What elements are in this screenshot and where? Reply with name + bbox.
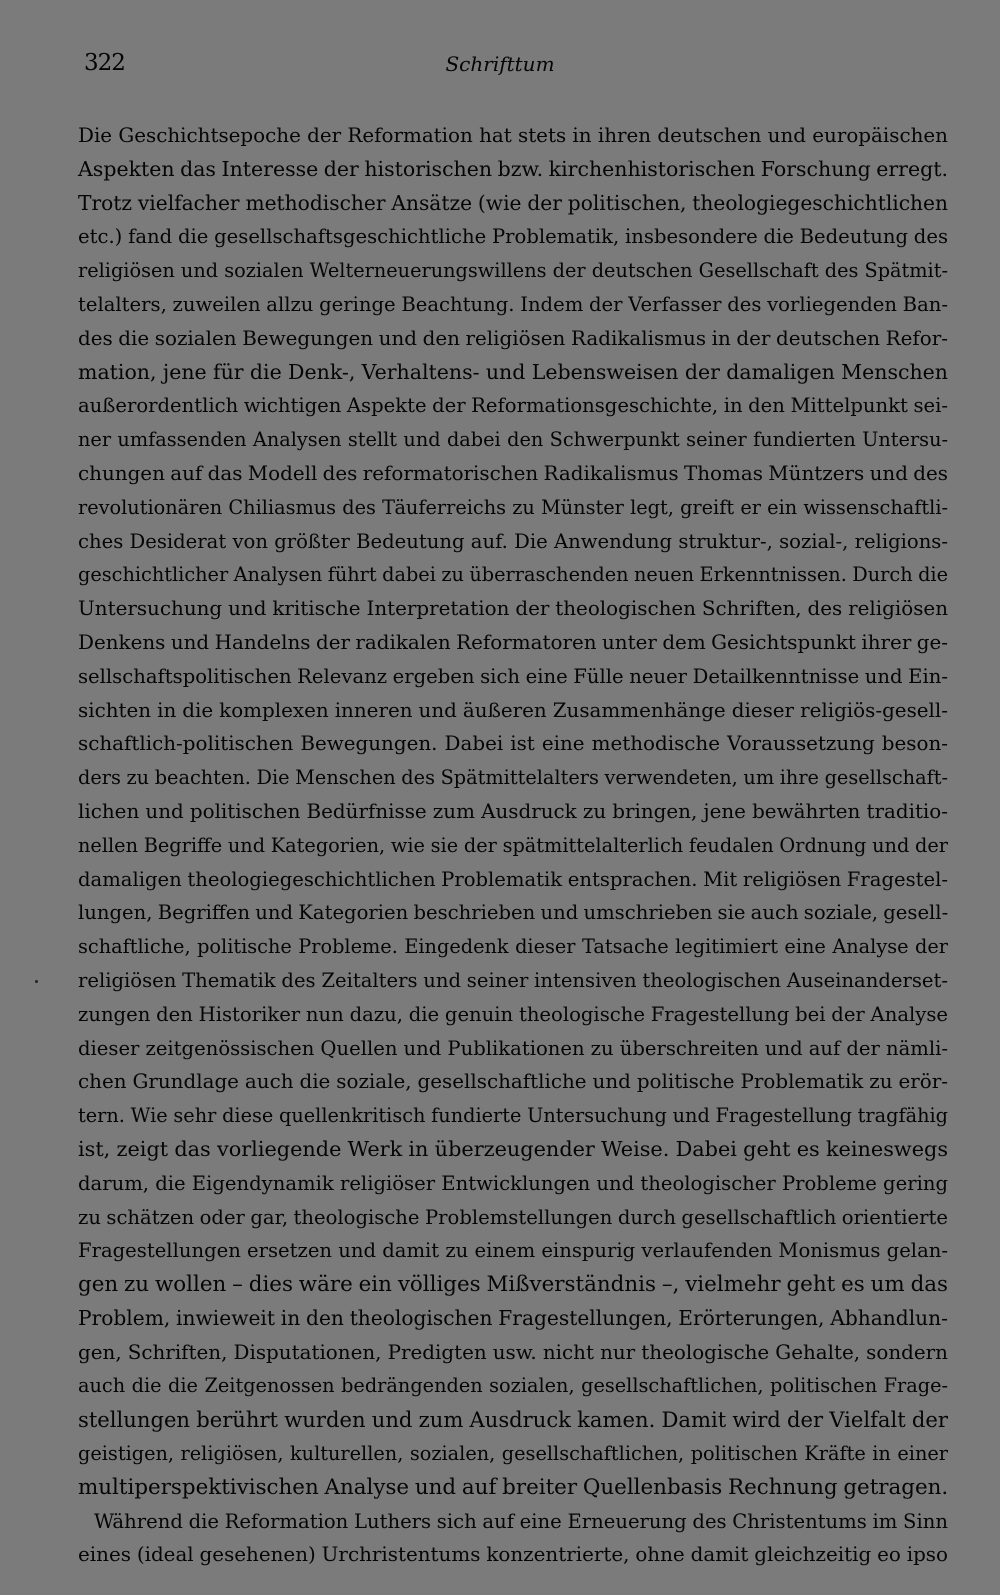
text-line: etc.) fand die gesellschaftsgeschichtliche Problematik, insbesondere die Bedeutung des (78, 225, 948, 249)
text-line: schaftliche, politische Probleme. Eingedenk dieser Tatsache legitimiert eine Analyse der (78, 935, 948, 959)
text-line: lungen, Begriffen und Kategorien beschrieben und umschrieben sie auch soziale, gesell- (78, 901, 949, 925)
text-line: außerordentlich wichtigen Aspekte der Reformationsgeschichte, in den Mittelpunkt sei- (78, 394, 948, 418)
text-line: lichen und politischen Bedürfnisse zum Ausdruck zu bringen, jene bewährten traditio- (78, 799, 948, 823)
text-line: Während die Reformation Luthers sich auf eine Erneuerung des Christentums im Sinn (94, 1509, 948, 1533)
text-line: eines (ideal gesehenen) Urchristentums konzentrierte, ohne damit gleichzeitig eo ipso (78, 1543, 948, 1567)
text-line: ders zu beachten. Die Menschen des Spätmittelalters verwendeten, um ihre gesellschaft- (78, 766, 948, 790)
text-line: stellungen berührt wurden und zum Ausdruck kamen. Damit wird der Vielfalt der (78, 1407, 948, 1433)
text-line: chen Grundlage auch die soziale, gesellschaftliche und politische Problematik zu erör- (78, 1070, 948, 1094)
text-line: Die Geschichtsepoche der Reformation hat stets in ihren deutschen und europäischen (78, 124, 948, 147)
text-line: religiösen und sozialen Welterneuerungswillens der deutschen Gesellschaft des Spätmit- (78, 259, 948, 283)
text-line: ist, zeigt das vorliegende Werk in überzeugender Weise. Dabei geht es keineswegs (78, 1136, 948, 1161)
text-line: sellschaftspolitischen Relevanz ergeben sich eine Fülle neuer Detailkenntnisse und Ein- (78, 664, 948, 688)
page-header (0, 0, 1000, 100)
text-line: chungen auf das Modell des reformatorischen Radikalismus Thomas Müntzers und des (78, 461, 948, 485)
text-line: tern. Wie sehr diese quellenkritisch fundierte Untersuchung und Fragestellung tragfähig (78, 1104, 948, 1128)
text-line: nellen Begriffe und Kategorien, wie sie der spätmittelalterlich feudalen Ordnung und der (78, 833, 948, 857)
text-line: geistigen, religiösen, kulturellen, sozialen, gesellschaftlichen, politischen Kräfte in einer (78, 1442, 948, 1466)
text-line: Fragestellungen ersetzen und damit zu einem einspurig verlaufenden Monismus gelan- (78, 1239, 948, 1263)
body-text (78, 119, 948, 1572)
text-line: dieser zeitgenössischen Quellen und Publikationen zu überschreiten und auf der nämli- (78, 1036, 948, 1060)
text-line: des die sozialen Bewegungen und den religiösen Radikalismus in der deutschen Refor- (78, 326, 948, 350)
text-line: ches Desiderat von größter Bedeutung auf. Die Anwendung struktur-, sozial-, religions- (78, 529, 948, 553)
text-line: Trotz vielfacher methodischer Ansätze (wie der politischen, theologiegeschichtlichen (78, 190, 948, 215)
text-line: Aspekten das Interesse der historischen bzw. kirchenhistorischen Forschung erregt. (78, 156, 948, 181)
running-head: Schrifttum (445, 52, 555, 76)
text-line: schaftlich-politischen Bewegungen. Dabei ist eine methodische Voraussetzung beson- (78, 732, 948, 756)
text-line: zungen den Historiker nun dazu, die genuin theologische Fragestellung bei der Analyse (78, 1002, 948, 1026)
text-line: darum, die Eigendynamik religiöser Entwicklungen und theologischer Probleme gering (78, 1171, 948, 1195)
text-line: Untersuchung und kritische Interpretation der theologischen Schriften, des religiösen (78, 597, 948, 621)
text-line: sichten in die komplexen inneren und äußeren Zusammenhänge dieser religiös-gesell- (78, 698, 948, 722)
text-line: multiperspektivischen Analyse und auf breiter Quellenbasis Rechnung getragen. (78, 1474, 949, 1500)
text-line: Problem, inwieweit in den theologischen Fragestellungen, Erörterungen, Abhandlun- (78, 1305, 948, 1330)
text-line: auch die die Zeitgenossen bedrängenden sozialen, gesellschaftlichen, politischen Frage- (78, 1374, 948, 1398)
page-number: 322 (84, 50, 125, 76)
margin-mark (35, 980, 38, 983)
text-line: zu schätzen oder gar, theologische Problemstellungen durch gesellschaftlich orientierte (78, 1205, 948, 1229)
text-line: ner umfassenden Analysen stellt und dabei den Schwerpunkt seiner fundierten Untersu- (78, 428, 948, 452)
text-line: religiösen Thematik des Zeitalters und seiner intensiven theologischen Auseinanderset- (78, 968, 948, 992)
text-line: gen, Schriften, Disputationen, Predigten usw. nicht nur theologische Gehalte, sondern (78, 1340, 948, 1364)
text-line: telalters, zuweilen allzu geringe Beachtung. Indem der Verfasser des vorliegenden Ban- (78, 292, 948, 316)
text-line: damaligen theologiegeschichtlichen Problematik entsprachen. Mit religiösen Fragestel- (78, 867, 948, 891)
text-line: revolutionären Chiliasmus des Täuferreichs zu Münster legt, greift er ein wissenschaftli- (78, 495, 948, 519)
text-line: gen zu wollen – dies wäre ein völliges Mißverständnis –, vielmehr geht es um das (78, 1272, 948, 1298)
text-line: Denkens und Handelns der radikalen Reformatoren unter dem Gesichtspunkt ihrer ge- (78, 630, 948, 654)
text-line: geschichtlicher Analysen führt dabei zu überraschenden neuen Erkenntnissen. Durch die (78, 563, 948, 587)
text-line: mation, jene für die Denk-, Verhaltens- und Lebensweisen der damaligen Menschen (78, 359, 948, 384)
